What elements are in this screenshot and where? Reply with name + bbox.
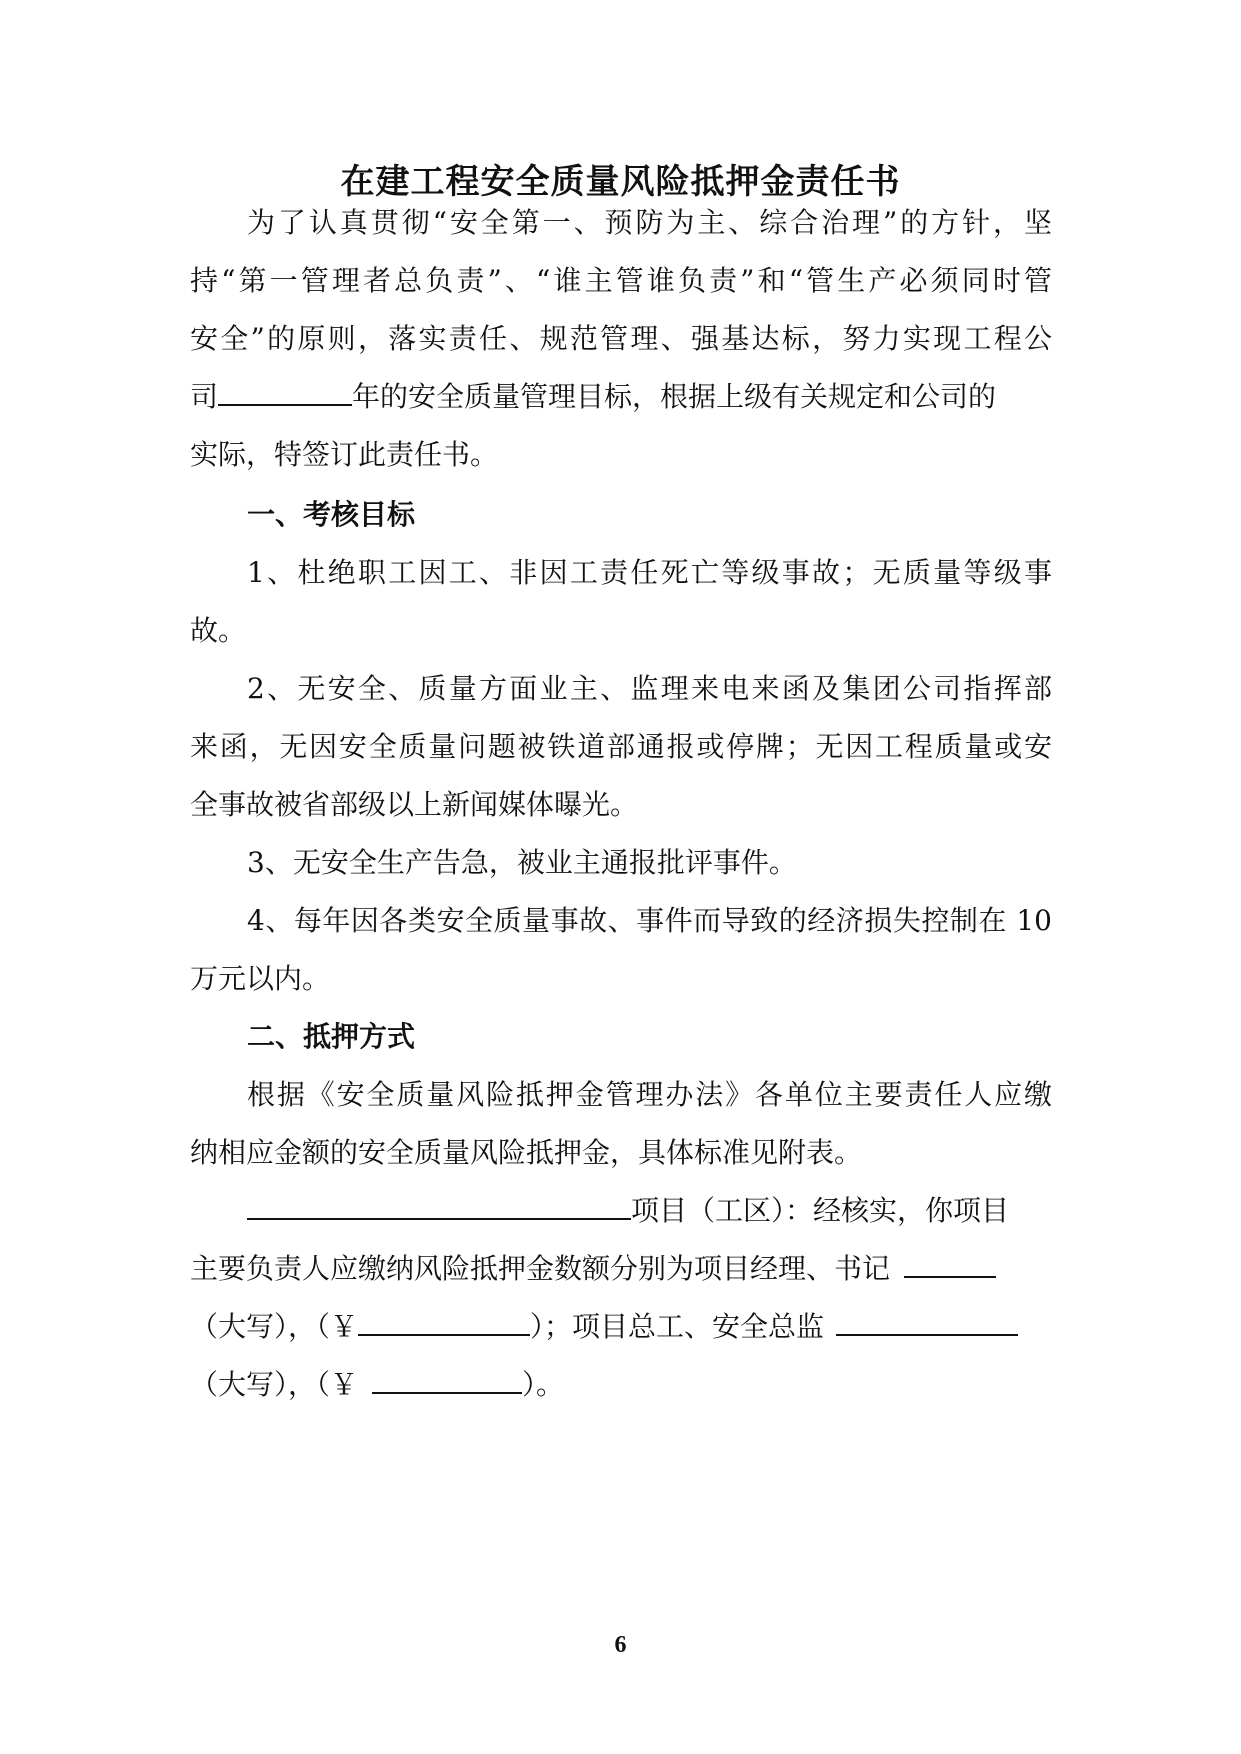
section2-p2-line-1 (247, 1186, 1052, 1236)
manager-rmb-blank (358, 1304, 530, 1336)
section2-p2-line-4-start: （大写），（￥ (190, 1368, 359, 1401)
section2-p2-line-1-text: 项目（工区）：经核实，你项目 (631, 1194, 1010, 1227)
item2-line-3: 全事故被省部级以上新闻媒体曝光。 (190, 788, 639, 821)
section2-p2-line-4-end: ）。 (522, 1368, 565, 1401)
section2-p2-line-2-text: 主要负责人应缴纳风险抵押金数额分别为项目经理、书记 (190, 1252, 891, 1285)
chief-rmb-blank (372, 1362, 522, 1394)
item3-line: 3、无安全生产告急，被业主通报批评事件。 (247, 846, 797, 879)
item1-line-1: 1、杜绝职工因工、非因工责任死亡等级事故；无质量等级事 (247, 556, 1052, 589)
section2-p2-line-3-mid: ）；项目总工、安全总监 (530, 1310, 825, 1343)
section2-p1-line-1: 根据《安全质量风险抵押金管理办法》各单位主要责任人应缴 (247, 1078, 1052, 1111)
item2-line-2: 来函，无因安全质量问题被铁道部通报或停牌；无因工程质量或安 (190, 730, 1052, 763)
item2-line-1: 2、无安全、质量方面业主、监理来电来函及集团公司指挥部 (247, 672, 1052, 705)
section2-p1-line-2: 纳相应金额的安全质量风险抵押金，具体标准见附表。 (190, 1136, 863, 1169)
section2-heading: 二、抵押方式 (247, 1020, 416, 1053)
item1-line-2: 故。 (190, 614, 247, 647)
section2-p2-line-2 (190, 1244, 1052, 1294)
intro-line-5: 实际，特签订此责任书。 (190, 438, 499, 471)
intro-line-4-end: 年的安全质量管理目标，根据上级有关规定和公司的 (352, 380, 997, 413)
chief-amount-blank (836, 1304, 1018, 1336)
section2-p2-line-3 (190, 1302, 1052, 1352)
manager-amount-blank (904, 1246, 996, 1278)
section1-heading: 一、考核目标 (247, 498, 416, 531)
intro-line-4 (190, 372, 1052, 422)
item4-line-2: 万元以内。 (190, 962, 331, 995)
section2-p2-line-3-start: （大写），（￥ (190, 1310, 359, 1343)
intro-line-3: 安全”的原则，落实责任、规范管理、强基达标，努力实现工程公 (190, 322, 1052, 355)
year-blank (218, 374, 352, 406)
intro-line-4-start: 司 (190, 380, 219, 413)
page-number: 6 (614, 1632, 627, 1658)
item4-line-1: 4、每年因各类安全质量事故、事件而导致的经济损失控制在 10 (247, 904, 1052, 937)
section2-p2-line-4 (190, 1360, 1052, 1410)
project-name-blank (247, 1188, 631, 1220)
document-title: 在建工程安全质量风险抵押金责任书 (340, 162, 901, 202)
intro-line-1: 为了认真贯彻“安全第一、预防为主、综合治理”的方针，坚 (247, 206, 1052, 239)
intro-line-2: 持“第一管理者总负责”、“谁主管谁负责”和“管生产必须同时管 (190, 264, 1052, 297)
